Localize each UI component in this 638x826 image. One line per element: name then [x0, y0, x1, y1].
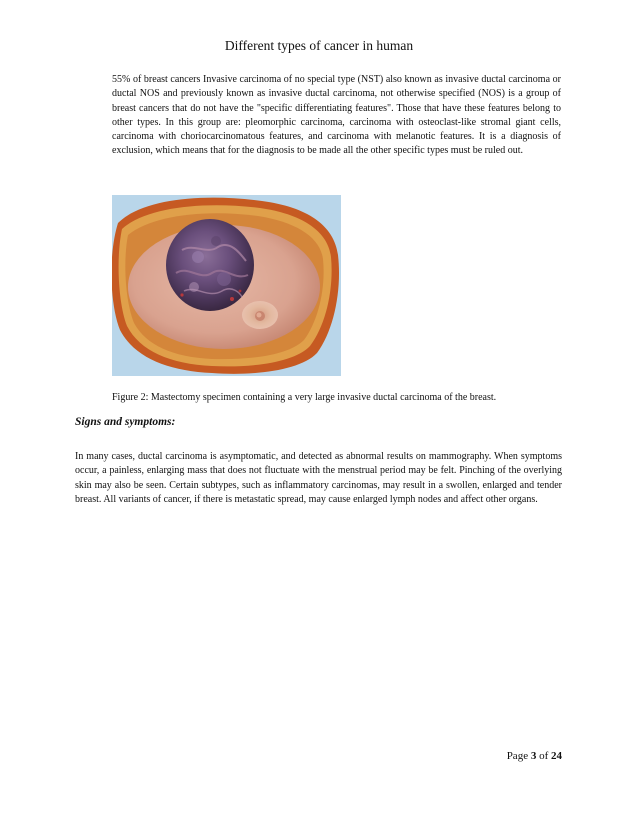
section-heading: Signs and symptoms:	[75, 416, 176, 428]
page-number	[507, 750, 562, 762]
page-total: 24	[551, 750, 562, 762]
page-of: of	[539, 750, 549, 762]
intro-paragraph: 55% of breast cancers Invasive carcinoma of no special type (NST) also known as invasive ductal carcinoma or ductal NOS and previously known as invasive ductal carcinoma, not otherwise specified (NOS) is a group of breast cancers that do not have the "specific differentiating features". Those that have these features belong to other types. In this group are: pleomorphic carcinoma, carcinoma with osteoclast-like stromal giant cells, carcinoma with choriocarcinomatous features, and carcinoma with melanotic features. It is a diagnosis of exclusion, which means that for the diagnosis to be made all the other specific types must be ruled out.	[112, 74, 561, 157]
page-title: Different types of cancer in human	[224, 38, 414, 53]
mastectomy-specimen-image	[112, 195, 341, 376]
page-current: 3	[530, 750, 537, 762]
signs-paragraph: In many cases, ductal carcinoma is asymptomatic, and detected as abnormal results on mammography. When symptoms occur, a painless, enlarging mass that does not fluctuate with the menstrual period may be felt. Pinching of the overlying skin may also be seen. Certain subtypes, such as inflammatory carcinomas, may result in a swollen, enlarged and tender breast. All variants of cancer, if there is metastatic spread, may cause enlarged lymph nodes and affect other organs.	[75, 451, 562, 506]
page-label: Page	[506, 750, 529, 762]
figure-caption: Figure 2: Mastectomy specimen containing a very large invasive ductal carcinoma of the breast.	[112, 392, 497, 403]
